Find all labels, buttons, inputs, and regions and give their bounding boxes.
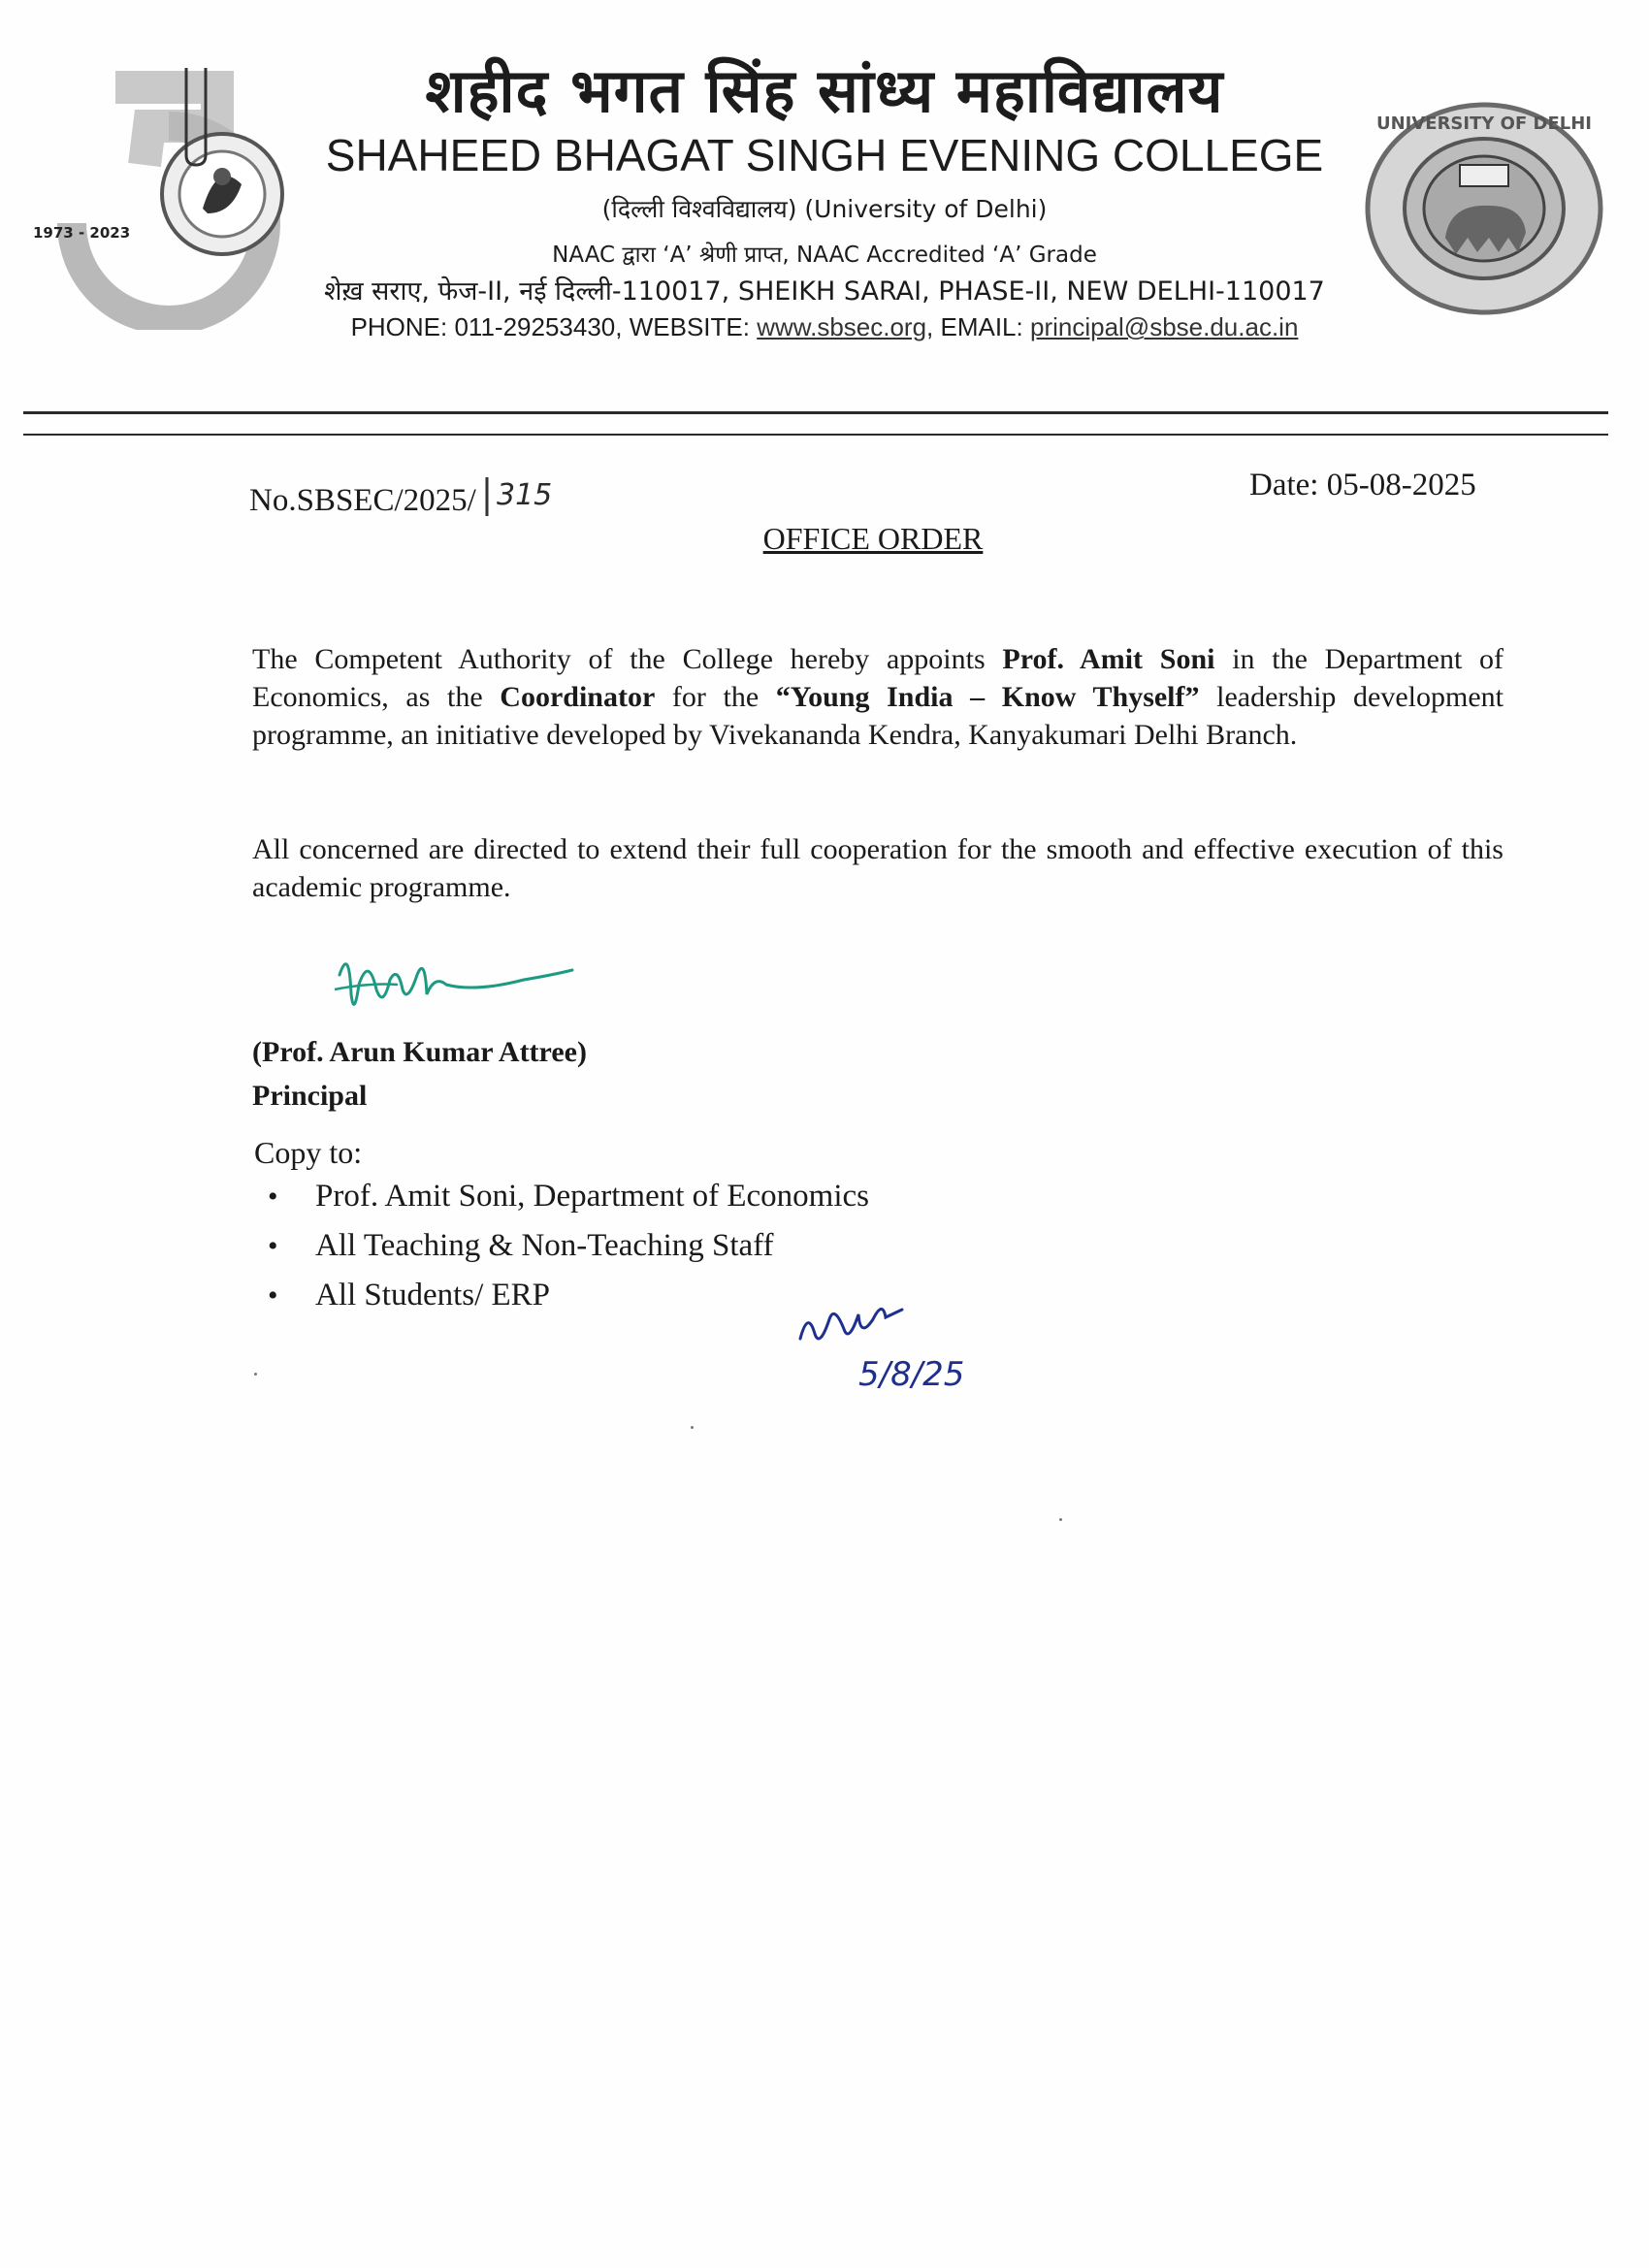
address-english: SHEIKH SARAI, PHASE-II, NEW DELHI-110017 (737, 276, 1325, 307)
email-link[interactable]: principal@sbse.du.ac.in (1029, 312, 1299, 341)
order-date: Date: 05-08-2025 (1249, 468, 1476, 502)
list-item: • All Teaching & Non-Teaching Staff (262, 1221, 869, 1271)
university-seal-logo (1353, 97, 1615, 320)
scan-speck (254, 1373, 257, 1376)
university-english: (University of Delhi) (804, 195, 1048, 223)
list-item: • All Students/ ERP (262, 1271, 869, 1320)
handwritten-reference-number (483, 471, 570, 520)
college-50-years-logo (23, 68, 295, 330)
naac-english: NAAC Accredited ‘A’ Grade (795, 243, 1097, 268)
signatory-name: (Prof. Arun Kumar Attree) (252, 1036, 587, 1068)
programme-name: “Young India – Know Thyself” (775, 681, 1200, 713)
address-hindi: शेख़ सराए, फेज-II, नई दिल्ली-110017, (324, 276, 730, 307)
principal-signature (330, 936, 582, 1028)
university-affiliation (291, 192, 1358, 225)
college-name-hindi: शहीद भगत सिंह सांध्य महाविद्यालय (425, 55, 1224, 126)
initials-date: 5/8/25 (858, 1355, 965, 1394)
copy-to-list (262, 1172, 869, 1320)
university-hindi: (दिल्ली विश्वविद्यालय) (601, 195, 797, 223)
header-divider-top (23, 411, 1608, 414)
naac-accreditation (291, 238, 1358, 269)
phone-text: PHONE: 011-29253430, (350, 312, 623, 341)
college-name-english: SHAHEED BHAGAT SINGH EVENING COLLEGE (325, 130, 1324, 180)
scan-speck (691, 1426, 694, 1429)
college-address (291, 272, 1358, 308)
svg-text:315: 315 (497, 478, 553, 512)
naac-hindi: NAAC द्वारा ‘A’ श्रेणी प्राप्त, (552, 243, 790, 268)
college-contact (291, 312, 1358, 342)
appointment-paragraph (252, 640, 1504, 754)
office-order-heading: OFFICE ORDER (762, 521, 984, 556)
document-title (0, 521, 1649, 557)
anniversary-years-text: 1973 - 2023 (33, 224, 131, 242)
list-item: • Prof. Amit Soni, Department of Economics (262, 1172, 869, 1221)
p1-text-b: in the Department of Economics, as the (252, 643, 1504, 713)
email-label: , EMAIL: (926, 312, 1023, 341)
p1-text-a: The Competent Authority of the College hereby appoints (252, 643, 1003, 675)
p1-text-d: leadership development programme, an initiative developed by Vivekananda Kendra, Kanyakumari Delhi Branch. (252, 681, 1504, 751)
website-link[interactable]: www.sbsec.org (757, 312, 927, 341)
reference-number: No.SBSEC/2025/ (249, 483, 476, 518)
handwritten-initials (791, 1290, 985, 1397)
scan-speck (1059, 1518, 1062, 1521)
copy-to-label: Copy to: (254, 1135, 363, 1170)
appointee-name: Prof. Amit Soni (1002, 643, 1215, 675)
appointee-role: Coordinator (500, 681, 656, 713)
header-divider-bottom (23, 434, 1608, 436)
website-label: WEBSITE: (629, 312, 750, 341)
p1-text-c: for the (655, 681, 776, 713)
cooperation-paragraph: All concerned are directed to extend their full cooperation for the smooth and effective execution of this academic programme. (252, 833, 1504, 903)
signatory-designation: Principal (252, 1080, 368, 1112)
seal-text: UNIVERSITY OF DELHI (1375, 113, 1593, 134)
